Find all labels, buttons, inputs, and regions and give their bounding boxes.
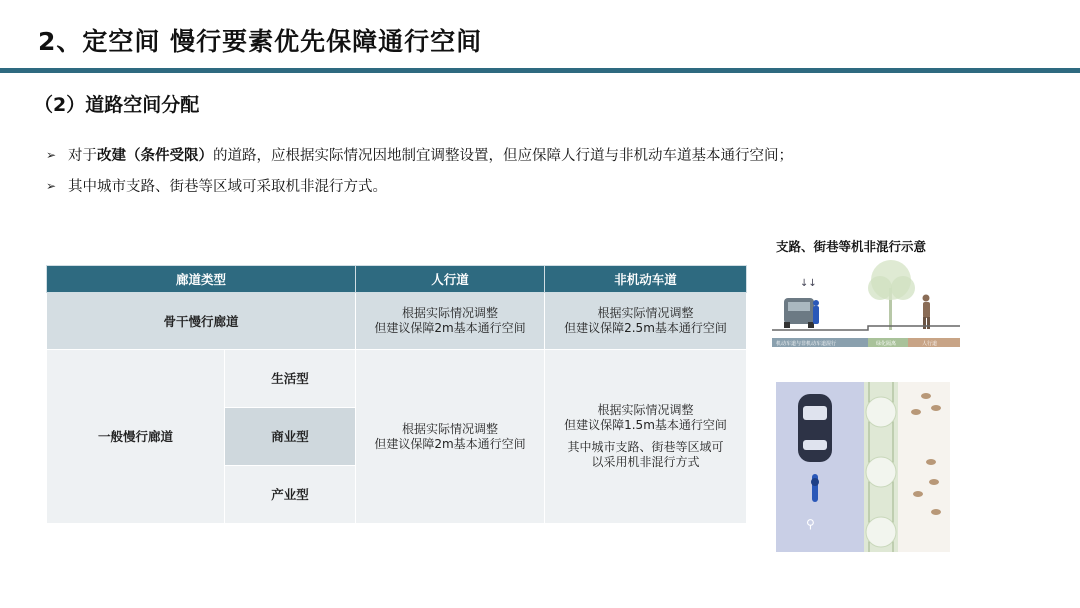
header-corridor-type: 廊道类型 bbox=[47, 266, 356, 293]
title-rule bbox=[0, 68, 1080, 73]
zone-label: 绿化隔离 bbox=[876, 341, 897, 347]
corridor-type-cell: 骨干慢行廊道 bbox=[47, 293, 356, 350]
corridor-type-cell: 一般慢行廊道 bbox=[47, 350, 225, 524]
tree-icon bbox=[868, 260, 915, 330]
section-heading: （2）道路空间分配 bbox=[34, 94, 200, 116]
tree-canopy-icon bbox=[866, 397, 896, 427]
pedestrian-cell bbox=[356, 350, 545, 524]
page-title: 2、定空间 慢行要素优先保障通行空间 bbox=[38, 27, 483, 56]
bullet-text-emphasis: 改建（条件受限） bbox=[97, 148, 213, 164]
cyclist-top-view-icon bbox=[811, 474, 819, 502]
table-header-row bbox=[47, 266, 747, 293]
cell-line: 根据实际情况调整 bbox=[401, 421, 498, 436]
bullet-item bbox=[46, 175, 793, 206]
table-row-trunk bbox=[47, 293, 747, 350]
cell-line: 但建议保障2.5m基本通行空间 bbox=[564, 321, 727, 335]
subtype-cell: 产业型 bbox=[225, 466, 356, 524]
bullet-text-pre: 对于 bbox=[68, 148, 97, 164]
bullet-text-post: 的道路，应根据实际情况因地制宜调整设置，但应保障人行道与非机动车道基本通行空间； bbox=[213, 148, 793, 164]
bullet-list bbox=[46, 144, 793, 206]
pedestrian-cell bbox=[356, 293, 545, 350]
space-allocation-table bbox=[46, 265, 747, 524]
cyclist-icon bbox=[813, 300, 819, 324]
header-pedestrian: 人行道 bbox=[356, 266, 545, 293]
subtype-cell: 商业型 bbox=[225, 408, 356, 466]
cell-line: 根据实际情况调整 bbox=[401, 306, 498, 320]
sidewalk bbox=[898, 382, 950, 552]
street-cross-section-illustration bbox=[772, 258, 960, 350]
zone-label: 人行道 bbox=[922, 341, 938, 347]
nonmotor-cell bbox=[545, 293, 747, 350]
cell-line: 但建议保障1.5m基本通行空间 bbox=[564, 418, 727, 432]
figure-caption: 支路、街巷等机非混行示意 bbox=[776, 239, 927, 254]
car-top-view-icon bbox=[798, 394, 832, 462]
cell-spacer bbox=[545, 433, 746, 440]
cell-line: 但建议保障2m基本通行空间 bbox=[374, 436, 526, 451]
street-plan-view-illustration bbox=[776, 382, 950, 552]
header-nonmotor: 非机动车道 bbox=[545, 266, 747, 293]
cell-line: 根据实际情况调整 bbox=[597, 403, 694, 417]
direction-arrows-icon: ↓↓ bbox=[800, 278, 817, 289]
cell-line: 以采用机非混行方式 bbox=[591, 455, 700, 469]
nonmotor-cell bbox=[545, 350, 747, 524]
bike-marking-icon: ⚲ bbox=[806, 517, 815, 531]
pedestrian-icon bbox=[923, 295, 931, 330]
arrow-bullet-icon: ➢ bbox=[46, 148, 57, 162]
bullet-text: 其中城市支路、街巷等区域可采取机非混行方式。 bbox=[68, 179, 387, 195]
arrow-bullet-icon: ➢ bbox=[46, 179, 57, 193]
table-row-general bbox=[47, 350, 747, 408]
car-icon bbox=[784, 298, 814, 328]
subtype-cell: 生活型 bbox=[225, 350, 356, 408]
cell-line: 但建议保障2m基本通行空间 bbox=[374, 321, 526, 335]
bullet-item bbox=[46, 144, 793, 175]
tree-canopy-icon bbox=[866, 517, 896, 547]
zone-label: 机动车道与非机动车道混行 bbox=[776, 341, 837, 347]
tree-canopy-icon bbox=[866, 457, 896, 487]
cell-line: 根据实际情况调整 bbox=[597, 306, 694, 320]
cell-line: 其中城市支路、街巷等区域可 bbox=[567, 440, 724, 454]
bullet-text bbox=[68, 144, 793, 165]
